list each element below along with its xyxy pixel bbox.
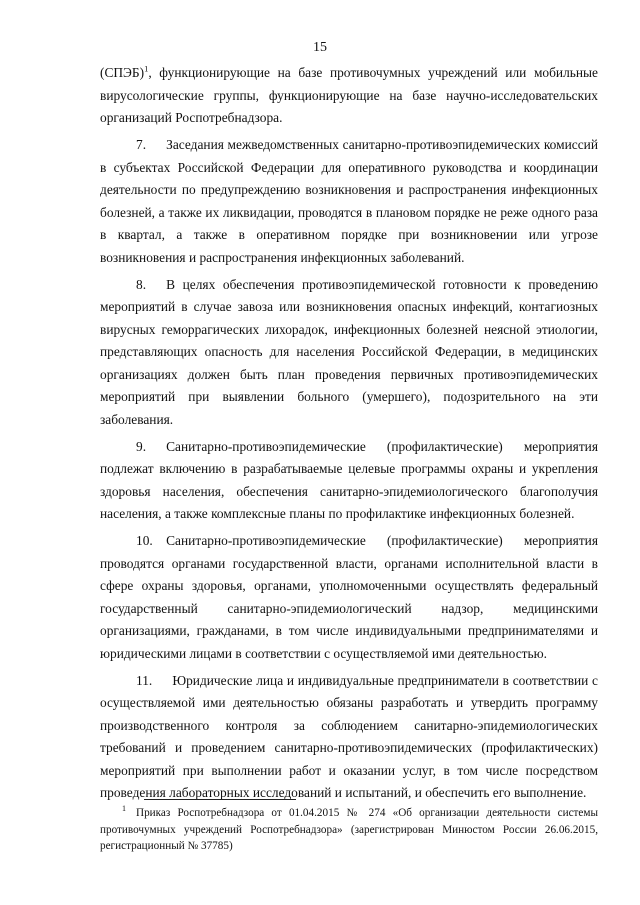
footnote-divider <box>144 799 296 800</box>
paragraph-continuation <box>100 62 598 130</box>
paragraph-10: 10. Санитарно-противоэпидемические (профилактические) мероприятия проводятся органами государственной власти, органами исполнительной власти в сфере охраны здоровья, органами, уполномоченными осуществлять федеральный государственный санитарно-эпидемиологический надзор, медицинскими организациями, гражданами, в том числе индивидуальными предпринимателями и юридическими лицами в соответствии с осуществляемой ими деятельностью. <box>100 533 598 661</box>
paragraph-11: 11. Юридические лица и индивидуальные предприниматели в соответствии с осуществляемой ими деятельностью обязаны разработать и утвердить программу производственного контроля за соблюдением санитарно-эпидемиологических требований и проведением санитарно-противоэпидемических (профилактических) мероприятий при выполнении работ и оказании услуг, в том числе посредством проведения лабораторных исследований и испытаний, и обеспечить его выполнение. <box>100 672 598 800</box>
page-number: 15 <box>313 40 327 55</box>
paragraph-8: 8. В целях обеспечения противоэпидемической готовности к проведению мероприятий в случае завоза или возникновения опасных инфекций, контагиозных вирусных геморрагических лихорадок, инфекционных болезней неясной этиологии, представляющих опасность для населения Российской Федерации, в медицинских организациях должен быть план проведения первичных противоэпидемических мероприятий при выявлении больного (умершего), подозрительного на эти заболевания. <box>100 276 598 427</box>
paragraph-continuation-rest: , функционирующие на базе противочумных учреждений или мобильные вирусологические группы, функционирующие на базе научно-исследовательских организаций Роспотребнадзора. <box>100 65 598 125</box>
footnote-reference: 1 <box>144 63 149 74</box>
paragraph-7: 7. Заседания межведомственных санитарно-противоэпидемических комиссий в субъектах Российской Федерации для оперативного руководства и координации деятельности по предупреждению возникновения и распространения инфекционных болезней, а также их ликвидации, проводятся в плановом порядке не реже одного раза в квартал, а также в оперативном порядке при возникновении или угрозе возникновения и распространения инфекционных заболеваний. <box>100 137 598 265</box>
paragraph-9: 9. Санитарно-противоэпидемические (профилактические) мероприятия подлежат включению в разрабатываемые целевые программы охраны и укрепления здоровья населения, обеспечения санитарно-эпидемиологического благополучия населения, а также комплексные планы по профилактике инфекционных болезней. <box>100 438 598 521</box>
document-body <box>100 62 598 809</box>
footnote-number: 1 <box>122 804 126 814</box>
paragraph-continuation-start: (СПЭБ) <box>100 65 145 80</box>
footnote-text: Приказ Роспотребнадзора от 01.04.2015 № 274 «Об организации деятельности системы противочумных учреждений Роспотребнадзора» (зарегистрирован Минюстом России 26.06.2015, регистрационный № 37785) <box>100 807 598 852</box>
footnote <box>100 805 598 855</box>
